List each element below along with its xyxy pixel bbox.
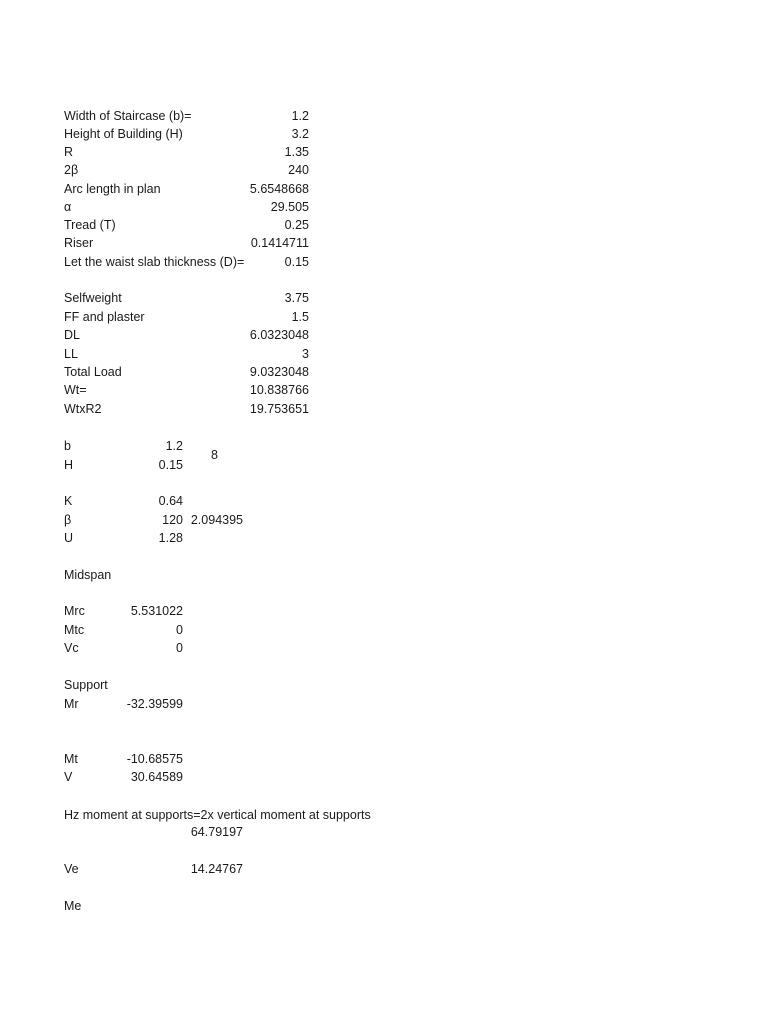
- label-v: V: [64, 770, 73, 784]
- label-ve: Ve: [64, 862, 79, 876]
- label-height-of-building: Height of Building (H): [64, 127, 183, 141]
- value-ff-plaster: 1.5: [291, 310, 309, 324]
- value-r: 1.35: [284, 145, 309, 159]
- label-mt: Mt: [64, 752, 78, 766]
- label-2beta: 2β: [64, 163, 79, 177]
- hz-moment-note: Hz moment at supports=2x vertical moment at supports: [64, 808, 371, 822]
- label-mr: Mr: [64, 697, 79, 711]
- value-ve: 14.24767: [190, 862, 243, 876]
- value-waist-slab: 0.15: [284, 255, 309, 269]
- label-me: Me: [64, 899, 82, 913]
- label-ff-plaster: FF and plaster: [64, 310, 145, 324]
- value-b: 1.2: [165, 439, 183, 453]
- value-wt: 10.838766: [249, 383, 309, 397]
- value-riser: 0.1414711: [250, 236, 309, 250]
- label-waist-slab: Let the waist slab thickness (D)=: [64, 255, 245, 269]
- label-ll: LL: [64, 347, 78, 361]
- value-mrc: 5.531022: [130, 604, 183, 618]
- label-beta: β: [64, 513, 72, 527]
- heading-midspan: Midspan: [64, 568, 112, 582]
- value-selfweight: 3.75: [284, 291, 309, 305]
- label-mrc: Mrc: [64, 604, 85, 618]
- label-width-of-staircase: Width of Staircase (b)=: [64, 109, 192, 123]
- label-k: K: [64, 494, 73, 508]
- value-wtxr2: 19.753651: [249, 402, 309, 416]
- value-mtc: 0: [176, 623, 183, 637]
- value-height-of-building: 3.2: [291, 127, 309, 141]
- label-u: U: [64, 531, 74, 545]
- value-arc-length: 5.6548668: [249, 182, 309, 196]
- value-hz-moment: 64.79197: [190, 825, 243, 839]
- label-total-load: Total Load: [64, 365, 122, 379]
- label-dl: DL: [64, 328, 80, 342]
- value-beta: 120: [162, 513, 183, 527]
- value-tread: 0.25: [284, 218, 309, 232]
- value-ll: 3: [302, 347, 309, 361]
- value-alpha: 29.505: [270, 200, 309, 214]
- value-u: 1.28: [158, 531, 183, 545]
- value-mt: -10.68575: [126, 752, 183, 766]
- label-alpha: α: [64, 200, 72, 214]
- label-wtxr2: WtxR2: [64, 402, 102, 416]
- value-total-load: 9.0323048: [249, 365, 309, 379]
- label-mtc: Mtc: [64, 623, 85, 637]
- label-h: H: [64, 458, 74, 472]
- value-k: 0.64: [158, 494, 183, 508]
- value-width-of-staircase: 1.2: [291, 109, 309, 123]
- label-vc: Vc: [64, 641, 79, 655]
- value-v: 30.64589: [130, 770, 183, 784]
- label-r: R: [64, 145, 74, 159]
- value-mr: -32.39599: [126, 697, 183, 711]
- label-selfweight: Selfweight: [64, 291, 122, 305]
- label-tread: Tread (T): [64, 218, 116, 232]
- value-2beta: 240: [288, 163, 309, 177]
- label-arc-length: Arc length in plan: [64, 182, 161, 196]
- value-h: 0.15: [158, 458, 183, 472]
- value-beta-radians: 2.094395: [190, 513, 243, 527]
- value-dl: 6.0323048: [249, 328, 309, 342]
- value-vc: 0: [176, 641, 183, 655]
- label-riser: Riser: [64, 236, 94, 250]
- heading-support: Support: [64, 678, 108, 692]
- value-side-8: 8: [211, 448, 218, 462]
- label-wt: Wt=: [64, 383, 87, 397]
- label-b: b: [64, 439, 71, 453]
